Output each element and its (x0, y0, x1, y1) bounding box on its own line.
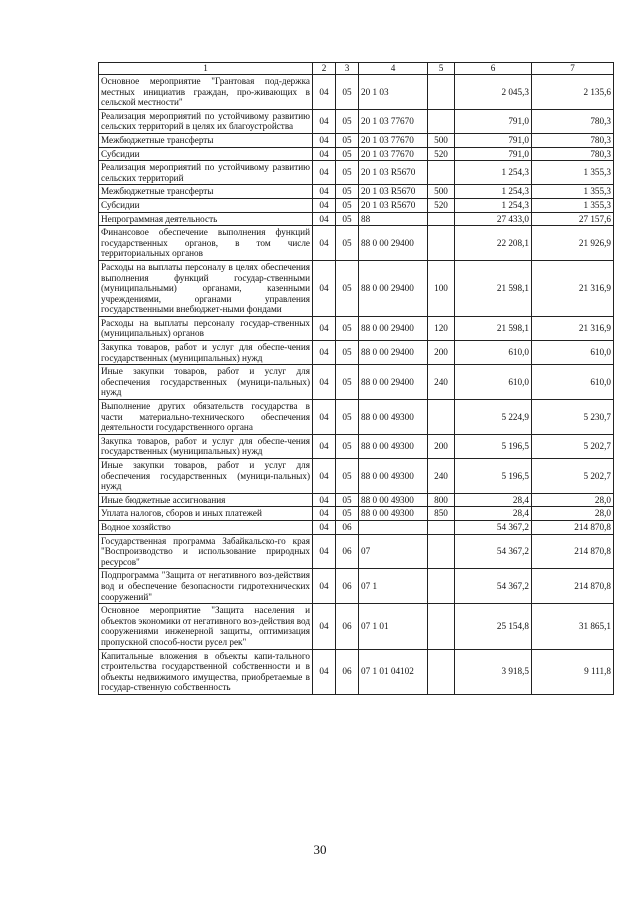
expense-type-cell: 500 (428, 133, 455, 147)
expense-type-cell: 850 (428, 507, 455, 521)
row-name-cell: Иные закупки товаров, работ и услуг для обеспечения государственных (муници-пальных) нужд (99, 365, 313, 400)
table-body (99, 75, 614, 695)
table-row (99, 133, 614, 147)
table-row (99, 260, 614, 316)
section-code-cell: 04 (313, 75, 336, 110)
amount-year2-cell: 610,0 (532, 365, 614, 400)
subsection-code-cell: 05 (336, 226, 359, 261)
column-header: 3 (336, 63, 359, 75)
table-row (99, 147, 614, 161)
table-row (99, 198, 614, 212)
amount-year2-cell: 610,0 (532, 341, 614, 365)
row-name-cell: Субсидии (99, 198, 313, 212)
expense-type-cell: 240 (428, 365, 455, 400)
section-code-cell: 04 (313, 400, 336, 435)
amount-year2-cell: 214 870,8 (532, 520, 614, 534)
budget-table (98, 62, 614, 695)
table-row (99, 507, 614, 521)
column-header: 6 (455, 63, 532, 75)
target-article-cell: 20 1 03 R5670 (359, 198, 428, 212)
table-row (99, 604, 614, 649)
row-name-cell: Выполнение других обязательств государства в части материально-технического обеспечения деятельности государственного органа (99, 400, 313, 435)
section-code-cell: 04 (313, 569, 336, 604)
amount-year1-cell: 27 433,0 (455, 212, 532, 226)
row-name-cell: Субсидии (99, 147, 313, 161)
row-name-cell: Государственная программа Забайкальско-го края "Воспроизводство и использование природных ресурсов" (99, 534, 313, 569)
section-code-cell: 04 (313, 147, 336, 161)
amount-year2-cell: 1 355,3 (532, 198, 614, 212)
amount-year1-cell: 3 918,5 (455, 649, 532, 694)
amount-year1-cell: 610,0 (455, 365, 532, 400)
target-article-cell: 88 0 00 29400 (359, 260, 428, 316)
amount-year1-cell: 28,4 (455, 507, 532, 521)
target-article-cell: 07 (359, 534, 428, 569)
amount-year1-cell: 2 045,3 (455, 75, 532, 110)
section-code-cell: 04 (313, 534, 336, 569)
table-row (99, 316, 614, 340)
section-code-cell: 04 (313, 604, 336, 649)
amount-year1-cell: 22 208,1 (455, 226, 532, 261)
subsection-code-cell: 05 (336, 493, 359, 507)
subsection-code-cell: 06 (336, 534, 359, 569)
amount-year2-cell: 21 316,9 (532, 260, 614, 316)
expense-type-cell: 240 (428, 459, 455, 494)
amount-year2-cell: 5 230,7 (532, 400, 614, 435)
target-article-cell: 88 0 00 49300 (359, 434, 428, 458)
target-article-cell: 20 1 03 77670 (359, 133, 428, 147)
table-row (99, 365, 614, 400)
expense-type-cell: 520 (428, 147, 455, 161)
expense-type-cell (428, 109, 455, 133)
section-code-cell: 04 (313, 212, 336, 226)
column-header: 4 (359, 63, 428, 75)
subsection-code-cell: 05 (336, 185, 359, 199)
section-code-cell: 04 (313, 520, 336, 534)
table-row (99, 459, 614, 494)
section-code-cell: 04 (313, 434, 336, 458)
row-name-cell: Закупка товаров, работ и услуг для обеспе-чения государственных (муниципальных) нужд (99, 341, 313, 365)
target-article-cell: 20 1 03 R5670 (359, 185, 428, 199)
table-row (99, 341, 614, 365)
section-code-cell: 04 (313, 341, 336, 365)
expense-type-cell: 200 (428, 341, 455, 365)
expense-type-cell (428, 649, 455, 694)
amount-year2-cell: 21 316,9 (532, 316, 614, 340)
amount-year1-cell: 1 254,3 (455, 185, 532, 199)
target-article-cell (359, 520, 428, 534)
target-article-cell: 88 0 00 49300 (359, 507, 428, 521)
amount-year2-cell: 214 870,8 (532, 569, 614, 604)
amount-year2-cell: 27 157,6 (532, 212, 614, 226)
target-article-cell: 88 0 00 29400 (359, 316, 428, 340)
expense-type-cell (428, 212, 455, 226)
target-article-cell: 20 1 03 R5670 (359, 161, 428, 185)
amount-year1-cell: 1 254,3 (455, 161, 532, 185)
row-name-cell: Финансовое обеспечение выполнения функций государственных органов, в том числе территориальных органов (99, 226, 313, 261)
amount-year2-cell: 780,3 (532, 133, 614, 147)
section-code-cell: 04 (313, 649, 336, 694)
row-name-cell: Межбюджетные трансферты (99, 185, 313, 199)
expense-type-cell (428, 534, 455, 569)
expense-type-cell: 120 (428, 316, 455, 340)
subsection-code-cell: 06 (336, 649, 359, 694)
table-row (99, 569, 614, 604)
row-name-cell: Закупка товаров, работ и услуг для обеспе-чения государственных (муниципальных) нужд (99, 434, 313, 458)
subsection-code-cell: 05 (336, 260, 359, 316)
row-name-cell: Подпрограмма "Защита от негативного воз-действия вод и обеспечение безопасности гидротехнических сооружений" (99, 569, 313, 604)
amount-year1-cell: 5 224,9 (455, 400, 532, 435)
expense-type-cell (428, 569, 455, 604)
amount-year2-cell: 21 926,9 (532, 226, 614, 261)
table-row (99, 400, 614, 435)
row-name-cell: Иные бюджетные ассигнования (99, 493, 313, 507)
expense-type-cell: 520 (428, 198, 455, 212)
column-header: 2 (313, 63, 336, 75)
amount-year1-cell: 28,4 (455, 493, 532, 507)
target-article-cell: 88 0 00 49300 (359, 493, 428, 507)
section-code-cell: 04 (313, 260, 336, 316)
target-article-cell: 20 1 03 77670 (359, 109, 428, 133)
amount-year1-cell: 21 598,1 (455, 260, 532, 316)
table-row (99, 185, 614, 199)
target-article-cell: 07 1 (359, 569, 428, 604)
amount-year2-cell: 780,3 (532, 147, 614, 161)
section-code-cell: 04 (313, 365, 336, 400)
amount-year1-cell: 5 196,5 (455, 459, 532, 494)
table-row (99, 226, 614, 261)
target-article-cell: 88 0 00 49300 (359, 400, 428, 435)
target-article-cell: 07 1 01 (359, 604, 428, 649)
amount-year1-cell: 25 154,8 (455, 604, 532, 649)
amount-year1-cell: 610,0 (455, 341, 532, 365)
table-row (99, 75, 614, 110)
amount-year2-cell: 9 111,8 (532, 649, 614, 694)
row-name-cell: Основное мероприятие "Грантовая под-держка местных инициатив граждан, про-живающих в сельской местности" (99, 75, 313, 110)
section-code-cell: 04 (313, 226, 336, 261)
target-article-cell: 88 (359, 212, 428, 226)
expense-type-cell (428, 520, 455, 534)
subsection-code-cell: 06 (336, 604, 359, 649)
subsection-code-cell: 05 (336, 198, 359, 212)
target-article-cell: 07 1 01 04102 (359, 649, 428, 694)
table-row (99, 493, 614, 507)
amount-year2-cell: 31 865,1 (532, 604, 614, 649)
section-code-cell: 04 (313, 185, 336, 199)
amount-year1-cell: 54 367,2 (455, 534, 532, 569)
subsection-code-cell: 05 (336, 365, 359, 400)
section-code-cell: 04 (313, 316, 336, 340)
amount-year1-cell: 791,0 (455, 109, 532, 133)
subsection-code-cell: 05 (336, 147, 359, 161)
row-name-cell: Иные закупки товаров, работ и услуг для обеспечения государственных (муници-пальных) нужд (99, 459, 313, 494)
expense-type-cell (428, 400, 455, 435)
table-row (99, 109, 614, 133)
row-name-cell: Непрограммная деятельность (99, 212, 313, 226)
amount-year2-cell: 5 202,7 (532, 434, 614, 458)
table-row (99, 520, 614, 534)
amount-year1-cell: 54 367,2 (455, 569, 532, 604)
amount-year2-cell: 28,0 (532, 507, 614, 521)
subsection-code-cell: 05 (336, 161, 359, 185)
target-article-cell: 20 1 03 77670 (359, 147, 428, 161)
amount-year2-cell: 5 202,7 (532, 459, 614, 494)
amount-year1-cell: 21 598,1 (455, 316, 532, 340)
amount-year2-cell: 1 355,3 (532, 185, 614, 199)
expense-type-cell (428, 161, 455, 185)
amount-year1-cell: 791,0 (455, 133, 532, 147)
table-row (99, 212, 614, 226)
section-code-cell: 04 (313, 198, 336, 212)
expense-type-cell: 500 (428, 185, 455, 199)
subsection-code-cell: 05 (336, 400, 359, 435)
subsection-code-cell: 06 (336, 569, 359, 604)
row-name-cell: Водное хозяйство (99, 520, 313, 534)
table-row (99, 434, 614, 458)
expense-type-cell: 100 (428, 260, 455, 316)
subsection-code-cell: 05 (336, 434, 359, 458)
row-name-cell: Уплата налогов, сборов и иных платежей (99, 507, 313, 521)
subsection-code-cell: 05 (336, 133, 359, 147)
row-name-cell: Реализация мероприятий по устойчивому развитию сельских территорий в целях их благоустройства (99, 109, 313, 133)
column-header: 5 (428, 63, 455, 75)
subsection-code-cell: 05 (336, 507, 359, 521)
target-article-cell: 88 0 00 49300 (359, 459, 428, 494)
amount-year2-cell: 28,0 (532, 493, 614, 507)
subsection-code-cell: 05 (336, 341, 359, 365)
row-name-cell: Капитальные вложения в объекты капи-тального строительства государственной собственности и в объекты недвижимого имущества, приобретаемые в государ-ственную собственность (99, 649, 313, 694)
section-code-cell: 04 (313, 109, 336, 133)
amount-year2-cell: 1 355,3 (532, 161, 614, 185)
subsection-code-cell: 05 (336, 212, 359, 226)
subsection-code-cell: 05 (336, 316, 359, 340)
table-header-row (99, 63, 614, 75)
target-article-cell: 20 1 03 (359, 75, 428, 110)
amount-year2-cell: 214 870,8 (532, 534, 614, 569)
table-row (99, 649, 614, 694)
column-header: 7 (532, 63, 614, 75)
row-name-cell: Основное мероприятие "Защита населения и объектов экономики от негативного воз-действия вод сооружениями инженерной защиты, оптимизация пропускной способ-ности русел рек" (99, 604, 313, 649)
section-code-cell: 04 (313, 507, 336, 521)
amount-year1-cell: 5 196,5 (455, 434, 532, 458)
subsection-code-cell: 05 (336, 459, 359, 494)
subsection-code-cell: 05 (336, 109, 359, 133)
expense-type-cell (428, 226, 455, 261)
subsection-code-cell: 05 (336, 75, 359, 110)
amount-year1-cell: 54 367,2 (455, 520, 532, 534)
expense-type-cell (428, 604, 455, 649)
expense-type-cell: 800 (428, 493, 455, 507)
target-article-cell: 88 0 00 29400 (359, 341, 428, 365)
section-code-cell: 04 (313, 459, 336, 494)
target-article-cell: 88 0 00 29400 (359, 365, 428, 400)
row-name-cell: Реализация мероприятий по устойчивому развитию сельских территорий (99, 161, 313, 185)
amount-year1-cell: 1 254,3 (455, 198, 532, 212)
amount-year2-cell: 2 135,6 (532, 75, 614, 110)
row-name-cell: Расходы на выплаты персоналу государ-ственных (муниципальных) органов (99, 316, 313, 340)
table-row (99, 534, 614, 569)
row-name-cell: Расходы на выплаты персоналу в целях обеспечения выполнения функций государ-ственными (муниципальными) органами, казенными учреждениями, органами управления государственными внебюджет-ными фондами (99, 260, 313, 316)
expense-type-cell: 200 (428, 434, 455, 458)
amount-year2-cell: 780,3 (532, 109, 614, 133)
target-article-cell: 88 0 00 29400 (359, 226, 428, 261)
section-code-cell: 04 (313, 133, 336, 147)
amount-year1-cell: 791,0 (455, 147, 532, 161)
column-header: 1 (99, 63, 313, 75)
row-name-cell: Межбюджетные трансферты (99, 133, 313, 147)
subsection-code-cell: 06 (336, 520, 359, 534)
section-code-cell: 04 (313, 493, 336, 507)
expense-type-cell (428, 75, 455, 110)
page-number: 30 (313, 842, 327, 857)
table-row (99, 161, 614, 185)
section-code-cell: 04 (313, 161, 336, 185)
